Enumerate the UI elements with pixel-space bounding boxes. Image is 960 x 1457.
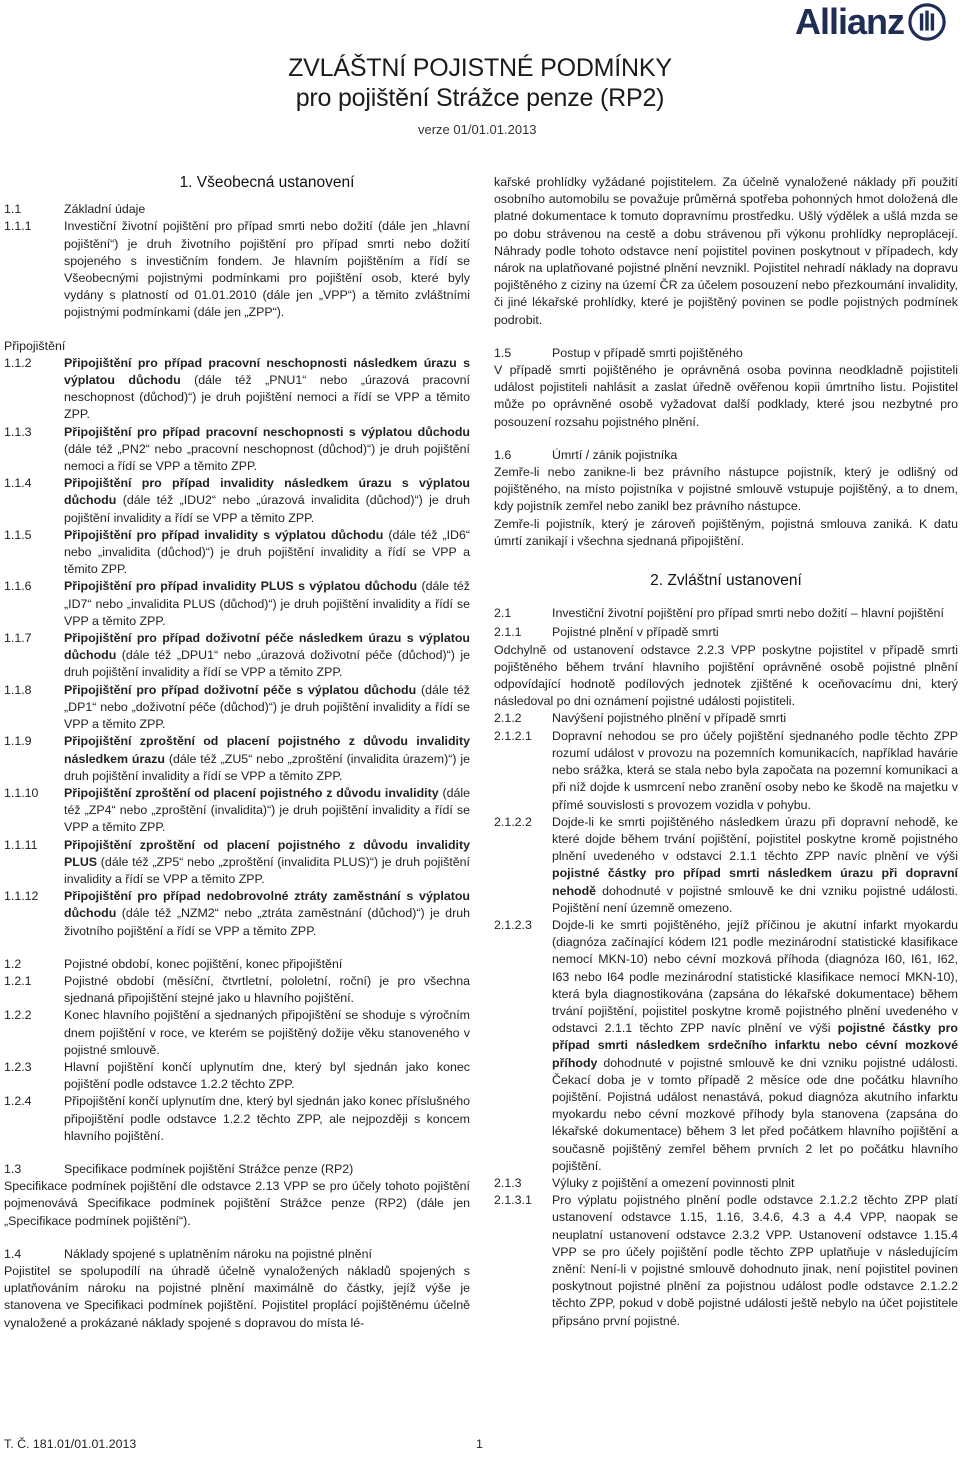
section-1-5-heading: 1.5 Postup v případě smrti pojištěného — [494, 345, 743, 360]
clause-2-1-2-2: 2.1.2.2 Dojde-li ke smrti pojištěného následkem úrazu při dopravní nehodě, ke které dojde během trvání pojištění, pojistitel poskytne kromě pojistného plnění uvedeného v odstavci 2.1.1 těchto ZPP navíc plnění ve výši pojistné částky pro případ smrti následkem úrazu při dopravní nehodě dohodnuté v pojistné smlouvě ke dni vzniku pojistné události. Pojištění není územně omezeno. — [494, 814, 958, 915]
section-1-3-text: Specifikace podmínek pojištění dle odstavce 2.13 VPP se pro účely tohoto pojištění pojmenovává Specifikace podmínek pojištění Strážce penze (RP2) (dále jen „Specifikace podmínek pojištění“). — [4, 1179, 470, 1228]
document-code: T. Č. 181.01/01.01.2013 — [4, 1437, 137, 1451]
rider-clause: 1.1.2 Připojištění pro případ pracovní neschopnosti následkem úrazu s výplatou důchodu (dále též „PNU1“ nebo „úrazová pracovní neschopnost (důchod)“) je druh pojištění nemoci a řídí se VPP a těmito ZPP. — [4, 355, 470, 422]
section-1-6-text-2: Zemře-li pojistník, který je zároveň pojištěným, pojistná smlouva zaniká. K datu úmrtí zanikají i všechna sjednaná připojištění. — [494, 516, 958, 548]
section-1-2-heading: 1.2 Pojistné období, konec pojištění, konec připojištění — [4, 956, 343, 971]
section-1-6-text-1: Zemře-li nebo zanikne-li bez právního nástupce pojistník, který je odlišný od pojištěného, na místo pojistníka v pojistné smlouvě vstupuje pojištěný, a to dnem, kdy pojistník zemřel nebo zanikl bez právního nástupce. — [494, 465, 958, 514]
rider-clause: 1.1.6 Připojištění pro případ invalidity PLUS s výplatou důchodu (dále též „ID7“ nebo „invalidita PLUS (důchod)“) je druh pojištění invalidity a řídí se VPP a těmito ZPP. — [4, 579, 470, 628]
rider-clause: 1.1.5 Připojištění pro případ invalidity s výplatou důchodu (dále též „ID6“ nebo „invalidita (důchod)“) je druh pojištění invalidity a řídí se VPP a těmito ZPP. — [4, 527, 470, 577]
clause-1-2-1: 1.2.1 Pojistné období (měsíční, čtvrtletní, pololetní, roční) je pro všechna sjednaná připojištění stejné jako u hlavního pojištění. — [4, 973, 470, 1006]
section-2-heading: 2. Zvláštní ustanovení — [650, 572, 802, 590]
rider-clause: 1.1.9 Připojištění zproštění od placení pojistného z důvodu invalidity následkem úrazu (dále též „ZU5“ nebo „zproštění (invalidita úrazem)“) je druh pojištění invalidity a řídí se VPP a těmito ZPP. — [4, 734, 470, 783]
rider-clause: 1.1.4 Připojištění pro případ invalidity následkem úrazu s výplatou důchodu (dále též „IDU2“ nebo „úrazová invalidita (důchod)“) je druh pojištění invalidity a řídí se VPP a těmito ZPP. — [4, 476, 470, 525]
rider-clause: 1.1.3 Připojištění pro případ pracovní neschopnosti s výplatou důchodu (dále též „PN2“ nebo „pracovní neschopnost (důchod)“) je druh pojištění nemoci a řídí se VPP a těmito ZPP. — [4, 424, 470, 474]
logo-wordmark: Allianz — [794, 1, 904, 42]
riders-heading: Připojištění — [4, 338, 66, 353]
section-2-1-heading: 2.1 Investiční životní pojištění pro případ smrti nebo dožití – hlavní pojištění — [494, 606, 944, 621]
section-1-1-heading: 1.1 Základní údaje — [4, 202, 146, 217]
clause-1-1-1: 1.1.1 Investiční životní pojištění pro případ smrti nebo dožití (dále jen „hlavní pojištění“) je druh životního pojištění pro případ smrti nebo dožití spojeného s investičním fondem. Je hlavním pojištěním a řídí se Všeobecnými pojistnými podmínkami pro pojištění osob, které byly vydány s platností od 01.01.2010 (dále jen „VPP“) a těmito zvláštními pojistnými podmínkami (dále jen „ZPP“). — [4, 219, 470, 320]
section-1-5-text: V případě smrti pojištěného je oprávněná osoba povinna neodkladně pojistiteli událost pojistiteli nahlásit a zaslat úředně ověřenou kopii úmrtního listu. Pojistitel může po oprávněné osobě vyžadovat další podklady, které jsou nezbytné pro posouzení rozsahu pojistného plnění. — [494, 363, 958, 429]
page-number: 1 — [476, 1437, 483, 1451]
section-1-6-heading: 1.6 Úmrtí / zánik pojistníka — [494, 447, 678, 462]
section-1-4-text: Pojistitel se spolupodílí na úhradě účelně vynaložených nákladů spojených s uplatňováním nároku na pojistné plnění maximálně do částky, jejíž výše je stanovena ve Specifikaci podmínek pojištění. Pojistitel proplácí pojištěnému účelně vynaložené a prokázané náklady spojené s dopravou do místa lé- — [4, 1263, 470, 1330]
section-1-4-heading: 1.4 Náklady spojené s uplatněním nároku na pojistné plnění — [4, 1246, 372, 1261]
riders-list — [4, 355, 470, 940]
rider-clause: 1.1.8 Připojištění pro případ doživotní péče s výplatou důchodu (dále též „DP1“ nebo „doživotní péče (důchod)“) je druh pojištění invalidity a řídí se VPP a těmito ZPP. — [4, 682, 470, 732]
section-2-1-1-heading: 2.1.1 Pojistné plnění v případě smrti — [494, 625, 719, 640]
rider-clause: 1.1.11 Připojištění zproštění od placení pojistného z důvodu invalidity PLUS (dále též „ZP5“ nebo „zproštění (invalidita PLUS)“) je druh pojištění invalidity a řídí se VPP a těmito ZPP. — [4, 837, 470, 886]
right-column — [494, 174, 958, 1330]
section-2-1-2-heading: 2.1.2 Navýšení pojistného plnění v případě smrti — [494, 711, 787, 726]
section-1-3-heading: 1.3 Specifikace podmínek pojištění Strážce penze (RP2) — [4, 1161, 354, 1176]
rider-clause: 1.1.10 Připojištění zproštění od placení pojistného z důvodu invalidity (dále též „ZP4“ nebo „zproštění (invalidita)“) je druh pojištění invalidity a řídí se VPP a těmito ZPP. — [4, 785, 470, 835]
clause-1-2-2: 1.2.2 Konec hlavního pojištění a sjednaných připojištění se shoduje s výročním dnem pojištění v roce, ve kterém se pojištěný dožije věku stanoveného v pojistné smlouvě. — [4, 1008, 470, 1057]
document-title-line2: pro pojištění Strážce penze (RP2) — [295, 84, 665, 112]
rider-clause: 1.1.7 Připojištění pro případ doživotní péče následkem úrazu s výplatou důchodu (dále též „DPU1“ nebo „úrazová doživotní péče (důchod)“) je druh pojištění invalidity a řídí se VPP a těmito ZPP. — [4, 631, 470, 680]
rider-clause: 1.1.12 Připojištění pro případ nedobrovolné ztráty zaměstnání s výplatou důchodu (dále též „NZM2“ nebo „ztráta zaměstnání (důchod)“) je druh životního pojištění a řídí se VPP a těmito ZPP. — [4, 889, 470, 938]
section-2-1-3-heading: 2.1.3 Výluky z pojištění a omezení povinnosti plnit — [494, 1175, 795, 1190]
left-column — [4, 174, 470, 1332]
section-1-4-continued: kařské prohlídky vyžádané pojistitelem. Za účelně vynaložené náklady při použití osobního automobilu se považuje průměrná spotřeba pohonných hmot doložená dle platné dokumentace k tomuto dopravnímu prostředku. Ušlý výdělek a ušlá mzda se po dobu strávenou na cestě a dobu strávenou při výkonu prohlídky neproplácejí. Náhrady podle tohoto odstavce není pojistitel povinen poskytnout v případech, kdy nárok na uplatňované pojistné plnění nevznikl. Pojistitel nehradí náklady na dopravu pojištěného z ciziny na území ČR za účelem posouzení nebo přezkoumání invalidity, či jiné lékařské prohlídky, které je pojištěný povinen se podle pojistných podmínek podrobit. — [494, 175, 958, 327]
clause-2-1-2-3: 2.1.2.3 Dojde-li ke smrti pojištěného, jejíž příčinou je akutní infarkt myokardu (diagnóza začínající kódem I21 podle mezinárodní statistické klasifikace nemocí MKN-10) nebo cévní mozková příhoda (diagnóza I60, I61, I62, I63 nebo I64 podle mezinárodní statistické klasifikace nemocí MKN-10), která byla diagnostikována (zapsána do lékařské dokumentace) během trvání pojištění, pojistitel poskytne kromě pojistného plnění uvedeného v odstavci 2.1.1 těchto ZPP navíc plnění ve výši pojistné částky pro případ smrti následkem srdečního infarktu nebo cévní mozkové příhody dohodnuté v pojistné smlouvě ke dni vzniku pojistné události. Čekací doba je v tomto případě 2 měsíce ode dne počátku hlavního pojištění. Pojistná událost nenastává, pokud diagnóza akutního infarktu myokardu nebo cévní mozkové příhody byla stanovena (zapsána do lékařské dokumentace) během 3 let před počátkem hlavního pojištění a současně pojištěný zemřel během prvních 2 let po počátku hlavního pojištění. — [494, 917, 958, 1173]
clause-2-1-3-1: 2.1.3.1 Pro výplatu pojistného plnění podle odstavce 2.1.2.2 těchto ZPP platí ustanovení odstavce 1.15, 1.16, 3.4.6, 4.3 a 4.4 VPP, naopak se neuplatní ustanovení odstavce 2.3.2 VPP. Ustanovení odstavce 1.15.4 VPP se pro účely pojištění podle těchto ZPP uplatňuje v následujícím znění: Není-li v pojistné smlouvě dohodnuto jinak, není pojistitel povinen poskytnout pojistné plnění za pojistnou událost podle odstavce 2.1.2.2 těchto ZPP, pokud v době pojistné události ještě nebylo na účet pojistitele připsáno první pojistné. — [494, 1193, 958, 1328]
clause-2-1-2-1: 2.1.2.1 Dopravní nehodou se pro účely pojištění sjednaného podle těchto ZPP rozumí událost v provozu na pozemních komunikacích, například havárie nebo srážka, která se stala nebo byla započata na pozemní komunikaci a při níž dojde k usmrcení nebo zranění osoby nebo ke škodě na majetku v přímé souvislosti s provozem vozidla v pohybu. — [494, 728, 958, 812]
allianz-eagle-icon — [908, 3, 946, 41]
document-version: verze 01/01.01.2013 — [418, 122, 537, 137]
section-1-heading: 1. Všeobecná ustanovení — [179, 174, 355, 191]
section-2-1-1-text: Odchylně od ustanovení odstavce 2.2.3 VPP poskytne pojistitel v případě smrti pojištěného během trvání hlavního pojištění oprávněné osobě pojistné plnění odpovídající hodnotě podílových jednotek zjištěné k oceňovacímu dni, který následoval po dni oznámení pojistné události pojistiteli. — [494, 642, 958, 709]
document-title-line1: ZVLÁŠTNÍ POJISTNÉ PODMÍNKY — [288, 54, 672, 82]
clause-1-2-3: 1.2.3 Hlavní pojištění končí uplynutím dne, který byl sjednán jako konec pojištění podle odstavce 1.2.2 těchto ZPP. — [4, 1059, 470, 1092]
allianz-logo — [795, 3, 946, 41]
clause-1-2-4: 1.2.4 Připojištění končí uplynutím dne, který byl sjednán jako konec příslušného připojištění podle odstavce 1.2.2 těchto ZPP, ale nejpozději s koncem hlavního pojištění. — [4, 1094, 470, 1143]
